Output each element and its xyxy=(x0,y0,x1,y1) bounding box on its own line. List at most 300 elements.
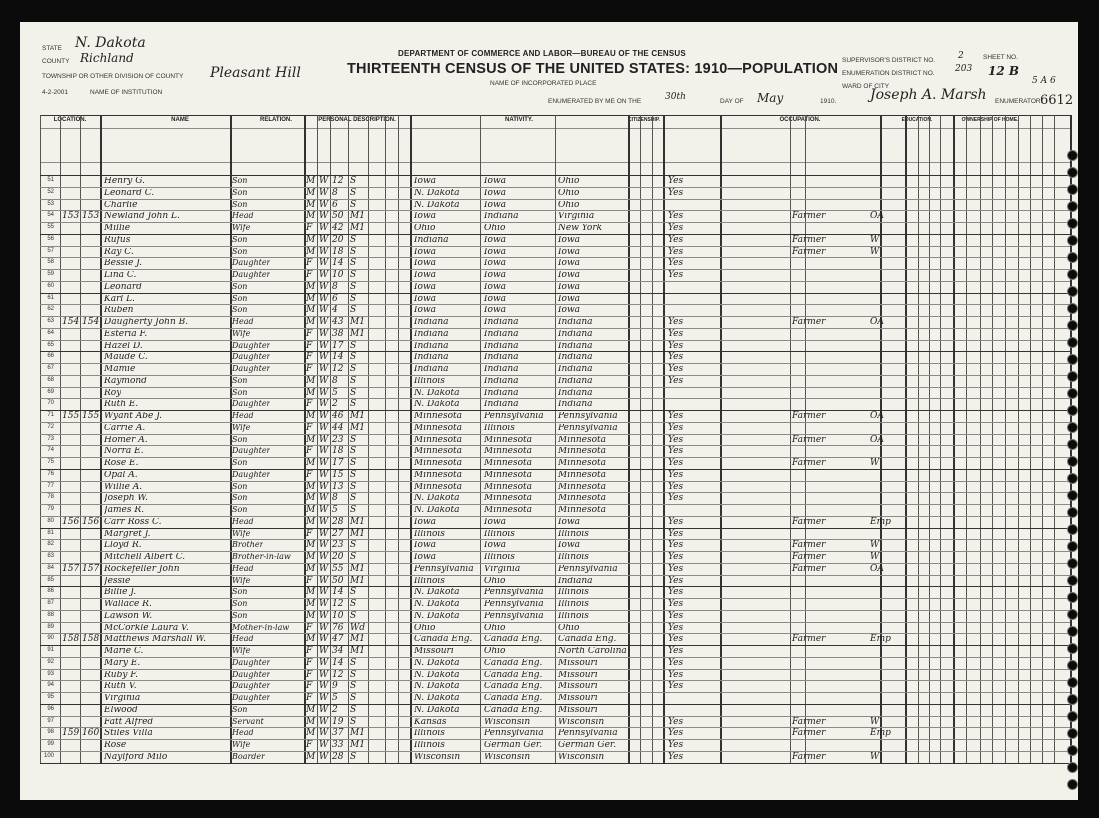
cell-sex: M xyxy=(306,552,316,562)
cell-name: Lloyd R. xyxy=(104,541,142,551)
cell-mother-born: Iowa xyxy=(558,282,581,292)
cell-marital: S xyxy=(350,751,357,762)
cell-mother-born: Wisconsin xyxy=(558,717,605,727)
grid-column-line xyxy=(317,115,318,763)
group-nativity: NATIVITY. xyxy=(505,117,533,123)
cell-age: 14 xyxy=(332,587,344,598)
department-heading: DEPARTMENT OF COMMERCE AND LABOR—BUREAU OF THE CENSUS xyxy=(398,49,686,58)
cell-english: Yes xyxy=(668,751,684,762)
cell-sex: F xyxy=(306,693,313,703)
cell-name: Opal A. xyxy=(104,470,138,480)
cell-mother-born: Virginia xyxy=(558,212,595,222)
cell-marital: S xyxy=(350,305,357,316)
cell-race: W xyxy=(319,587,329,598)
township-value: Pleasant Hill xyxy=(210,65,301,81)
grid-row-line xyxy=(40,210,1070,211)
grid-row-line xyxy=(40,445,1070,446)
group-name: NAME xyxy=(171,117,189,123)
grid-row-line xyxy=(40,316,1070,317)
state-value: N. Dakota xyxy=(75,35,146,51)
cell-father-born: Iowa xyxy=(484,271,507,280)
grid-row-line xyxy=(40,622,1070,623)
cell-name: Naylford Milo xyxy=(104,752,168,762)
cell-born: N. Dakota xyxy=(414,611,460,621)
grid-column-line xyxy=(1005,115,1006,763)
cell-race: W xyxy=(319,540,329,551)
cell-relation: Daughter xyxy=(232,365,271,373)
cell-mother-born: Ohio xyxy=(558,188,580,198)
cell-dwelling: 156 xyxy=(62,516,80,527)
cell-marital: S xyxy=(350,704,357,715)
cell-race: W xyxy=(319,317,329,327)
cell-line: 59 xyxy=(47,271,54,277)
cell-race: W xyxy=(319,211,329,222)
grid-row-line xyxy=(40,410,1070,411)
grid-row-line xyxy=(40,246,1070,247)
cell-sex: M xyxy=(306,751,316,762)
cell-name: Raymond xyxy=(104,376,147,386)
cell-english: Yes xyxy=(668,223,684,233)
grid-column-line xyxy=(992,115,993,763)
cell-mother-born: Illinois xyxy=(558,611,589,621)
group-citizenship: CITIZENSHIP. xyxy=(628,117,660,123)
cell-marital: S xyxy=(350,176,357,186)
cell-line: 61 xyxy=(47,294,54,301)
cell-born: Minnesota xyxy=(414,435,463,445)
cell-employer: W xyxy=(870,246,880,257)
page-title: THIRTEENTH CENSUS OF THE UNITED STATES: 1910—POPULATION xyxy=(347,61,839,77)
cell-marital: M1 xyxy=(350,317,365,327)
cell-born: Minnesota xyxy=(414,412,463,421)
grid-row-line xyxy=(40,187,1070,188)
cell-occupation: Farmer xyxy=(792,540,826,551)
grid-row-line xyxy=(40,598,1070,599)
cell-name: Wallace R. xyxy=(104,600,152,609)
grid-column-line xyxy=(100,115,102,763)
binder-hole xyxy=(1067,269,1078,280)
cell-sex: F xyxy=(306,352,313,363)
cell-father-born: Pennsylvania xyxy=(484,729,544,739)
cell-born: N. Dakota xyxy=(414,188,460,198)
cell-marital: S xyxy=(350,669,357,680)
binder-hole xyxy=(1067,728,1078,739)
cell-english: Yes xyxy=(668,364,684,374)
cell-name: Rose xyxy=(104,741,127,750)
cell-race: W xyxy=(319,387,329,398)
cell-born: Iowa xyxy=(414,247,437,257)
cell-father-born: Pennsylvania xyxy=(484,588,544,598)
cell-employer: OA xyxy=(870,434,884,445)
cell-occupation: Farmer xyxy=(792,552,826,562)
cell-age: 20 xyxy=(332,234,344,245)
cell-age: 4 xyxy=(332,305,338,316)
cell-mother-born: Iowa xyxy=(558,271,581,280)
cell-age: 8 xyxy=(332,187,338,198)
cell-english: Yes xyxy=(668,681,684,692)
cell-race: W xyxy=(319,575,329,586)
cell-family: 157 xyxy=(82,563,100,574)
cell-father-born: Illinois xyxy=(484,529,515,539)
cell-born: N. Dakota xyxy=(414,600,460,609)
cell-relation: Brother-in-law xyxy=(232,553,291,561)
cell-sex: M xyxy=(306,211,316,222)
cell-relation: Son xyxy=(232,705,248,714)
cell-mother-born: Wisconsin xyxy=(558,752,605,762)
cell-sex: F xyxy=(306,657,313,668)
grid-row-line xyxy=(40,669,1070,670)
group-occupation: OCCUPATION. xyxy=(779,117,821,123)
cell-age: 23 xyxy=(332,540,344,551)
binder-hole xyxy=(1067,422,1078,433)
cell-age: 12 xyxy=(332,364,344,374)
cell-line: 76 xyxy=(47,470,54,477)
cell-relation: Son xyxy=(232,306,248,315)
cell-marital: S xyxy=(350,281,357,292)
cell-marital: S xyxy=(350,364,357,374)
grid-row-line xyxy=(40,375,1070,376)
grid-column-line xyxy=(410,115,412,763)
cell-english: Yes xyxy=(668,634,684,645)
cell-race: W xyxy=(319,187,329,198)
cell-relation: Head xyxy=(232,412,254,420)
cell-mother-born: Illinois xyxy=(558,588,589,598)
cell-sex: F xyxy=(306,223,313,233)
cell-age: 8 xyxy=(332,281,338,292)
cell-race: W xyxy=(319,340,329,351)
grid-column-line xyxy=(720,115,722,763)
cell-father-born: Canada Eng. xyxy=(484,658,543,668)
cell-born: Illinois xyxy=(414,376,445,386)
cell-mother-born: Indiana xyxy=(558,353,593,363)
grid-column-line xyxy=(980,115,981,763)
cell-relation: Daughter xyxy=(232,353,271,362)
grid-row-line xyxy=(40,680,1070,681)
cell-sex: F xyxy=(306,740,313,750)
cell-race: W xyxy=(319,552,329,562)
cell-employer: OA xyxy=(870,317,884,327)
cell-line: 92 xyxy=(47,658,54,665)
binder-hole xyxy=(1067,388,1078,399)
cell-mother-born: Minnesota xyxy=(558,435,607,445)
sheet-label: SHEET NO. xyxy=(983,54,1018,61)
cell-mother-born: Iowa xyxy=(558,517,581,527)
cell-relation: Wife xyxy=(232,224,251,232)
cell-born: Iowa xyxy=(414,177,437,186)
cell-relation: Son xyxy=(232,611,248,620)
cell-sex: M xyxy=(306,458,316,468)
cell-mother-born: Illinois xyxy=(558,600,589,609)
grid-row-line xyxy=(40,281,1070,282)
cell-mother-born: Minnesota xyxy=(558,506,607,515)
cell-marital: S xyxy=(350,599,357,609)
cell-occupation: Farmer xyxy=(792,516,826,527)
cell-marital: M1 xyxy=(350,575,365,586)
cell-born: Indiana xyxy=(414,353,449,363)
binder-hole xyxy=(1067,456,1078,467)
cell-mother-born: Indiana xyxy=(558,388,593,398)
cell-sex: F xyxy=(306,669,313,680)
cell-born: N. Dakota xyxy=(414,400,460,410)
cell-relation: Wife xyxy=(232,423,251,432)
cell-occupation: Farmer xyxy=(792,246,826,257)
cell-english: Yes xyxy=(668,375,684,386)
grid-column-line xyxy=(330,115,331,763)
cell-english: Yes xyxy=(668,328,684,339)
cell-marital: M1 xyxy=(350,563,365,574)
cell-english: Yes xyxy=(668,563,684,574)
binder-hole xyxy=(1067,660,1078,671)
grid-row-line xyxy=(40,269,1070,270)
cell-born: Indiana xyxy=(414,235,449,245)
cell-father-born: Virginia xyxy=(484,564,521,574)
cell-marital: M1 xyxy=(350,740,365,750)
cell-father-born: Iowa xyxy=(484,306,507,316)
grid-row-line xyxy=(40,340,1070,341)
cell-employer: Emp xyxy=(870,516,891,527)
supervisor-value: 2 xyxy=(958,51,964,61)
cell-sex: F xyxy=(306,328,313,339)
grid-row-line xyxy=(40,304,1070,305)
grid-row-line xyxy=(40,704,1070,705)
cell-age: 14 xyxy=(332,352,344,363)
cell-age: 43 xyxy=(332,317,344,327)
cell-marital: M1 xyxy=(350,728,365,739)
cell-born: N. Dakota xyxy=(414,670,460,680)
cell-race: W xyxy=(319,716,329,727)
cell-age: 38 xyxy=(332,328,344,339)
cell-employer: OA xyxy=(870,211,884,222)
cell-sex: M xyxy=(306,234,316,245)
cell-mother-born: Indiana xyxy=(558,329,593,339)
cell-family: 156 xyxy=(82,516,100,527)
cell-english: Yes xyxy=(668,552,684,562)
cell-employer: OA xyxy=(870,411,884,421)
cell-age: 44 xyxy=(332,422,344,433)
grid-row-line xyxy=(40,257,1070,258)
cell-sex: F xyxy=(306,340,313,351)
binder-hole xyxy=(1067,507,1078,518)
cell-born: Pennsylvania xyxy=(414,564,474,574)
cell-english: Yes xyxy=(668,493,684,504)
cell-english: Yes xyxy=(668,458,684,468)
cell-sex: M xyxy=(306,387,316,398)
binder-hole xyxy=(1067,592,1078,603)
binder-hole xyxy=(1067,524,1078,535)
cell-name: Fatt Alfred xyxy=(104,717,154,727)
cell-line: 51 xyxy=(47,177,54,183)
cell-born: Iowa xyxy=(414,541,437,551)
cell-sex: M xyxy=(306,493,316,504)
cell-name: Billie J. xyxy=(104,588,137,598)
cell-sex: M xyxy=(306,199,316,210)
binder-hole xyxy=(1067,439,1078,450)
grid-row-line xyxy=(40,633,1070,634)
binder-hole xyxy=(1067,337,1078,348)
cell-name: Karl L. xyxy=(104,294,135,304)
binder-hole xyxy=(1067,745,1078,756)
cell-father-born: Indiana xyxy=(484,400,519,410)
cell-dwelling: 154 xyxy=(62,317,80,327)
cell-sex: F xyxy=(306,258,313,269)
cell-mother-born: Missouri xyxy=(558,705,598,715)
binder-hole xyxy=(1067,252,1078,263)
cell-marital: S xyxy=(350,587,357,598)
cell-race: W xyxy=(319,704,329,715)
cell-line: 85 xyxy=(47,576,54,583)
binder-hole xyxy=(1067,320,1078,331)
grid-column-line xyxy=(385,115,386,763)
cell-mother-born: Ohio xyxy=(558,177,580,186)
cell-father-born: Indiana xyxy=(484,365,519,374)
cell-dwelling: 153 xyxy=(62,211,80,222)
binder-hole xyxy=(1067,677,1078,688)
binder-hole xyxy=(1067,354,1078,365)
cell-mother-born: Ohio xyxy=(558,200,580,210)
cell-born: Indiana xyxy=(414,365,449,374)
cell-race: W xyxy=(319,281,329,292)
cell-marital: S xyxy=(350,270,357,280)
grid-row-line xyxy=(40,457,1070,458)
binder-hole xyxy=(1067,762,1078,773)
grid-row-line xyxy=(40,293,1070,294)
cell-mother-born: Minnesota xyxy=(558,482,607,492)
cell-english: Yes xyxy=(668,352,684,363)
cell-line: 57 xyxy=(47,247,54,254)
cell-father-born: Canada Eng. xyxy=(484,670,543,680)
cell-age: 27 xyxy=(332,528,344,539)
cell-sex: M xyxy=(306,540,316,551)
cell-english: Yes xyxy=(668,610,684,621)
cell-race: W xyxy=(319,176,329,186)
cell-race: W xyxy=(319,657,329,668)
cell-relation: Son xyxy=(232,482,248,491)
cell-age: 34 xyxy=(332,646,344,656)
cell-employer: OA xyxy=(870,563,884,574)
cell-mother-born: Pennsylvania xyxy=(558,423,618,433)
group-relation: RELATION. xyxy=(260,117,292,123)
cell-mother-born: Iowa xyxy=(558,235,581,245)
cell-family: 158 xyxy=(82,634,100,645)
cell-line: 69 xyxy=(47,388,54,395)
cell-dwelling: 159 xyxy=(62,728,80,739)
cell-line: 73 xyxy=(47,435,54,442)
cell-name: Charlie xyxy=(104,200,138,210)
cell-occupation: Farmer xyxy=(792,716,826,727)
cell-born: Iowa xyxy=(414,553,437,562)
cell-sex: M xyxy=(306,293,316,304)
cell-line: 93 xyxy=(47,670,54,677)
cell-relation: Son xyxy=(232,282,248,291)
cell-relation: Head xyxy=(232,729,254,738)
cell-sex: M xyxy=(306,317,316,327)
group-location: LOCATION. xyxy=(53,117,87,123)
county-label: COUNTY xyxy=(42,58,70,65)
cell-age: 14 xyxy=(332,657,344,668)
cell-age: 9 xyxy=(332,681,338,692)
cell-line: 62 xyxy=(47,306,54,313)
cell-line: 75 xyxy=(47,459,54,465)
cell-line: 70 xyxy=(47,400,54,407)
cell-mother-born: Iowa xyxy=(558,247,581,257)
binder-hole xyxy=(1067,779,1078,790)
cell-mother-born: Pennsylvania xyxy=(558,412,618,421)
grid-column-line xyxy=(1018,115,1019,763)
cell-relation: Son xyxy=(232,600,248,608)
grid-column-line xyxy=(480,115,481,763)
cell-age: 13 xyxy=(332,481,344,492)
grid-column-line xyxy=(1042,115,1043,763)
grid-row-line xyxy=(40,610,1070,611)
cell-sex: M xyxy=(306,505,316,515)
cell-employer: W xyxy=(870,458,880,468)
cell-father-born: Indiana xyxy=(484,353,519,363)
cell-sex: F xyxy=(306,575,313,586)
cell-mother-born: Missouri xyxy=(558,658,598,668)
cell-relation: Wife xyxy=(232,741,251,749)
grid-row-line xyxy=(40,434,1070,435)
binder-hole xyxy=(1067,167,1078,178)
census-sheet xyxy=(20,22,1078,800)
cell-race: W xyxy=(319,234,329,245)
cell-father-born: Indiana xyxy=(484,329,519,339)
cell-line: 97 xyxy=(47,717,54,724)
cell-marital: S xyxy=(350,399,357,410)
cell-age: 37 xyxy=(332,728,344,739)
cell-sex: M xyxy=(306,176,316,186)
cell-father-born: Canada Eng. xyxy=(484,694,543,703)
grid-row-line xyxy=(40,351,1070,352)
cell-mother-born: Canada Eng. xyxy=(558,635,617,645)
cell-line: 54 xyxy=(47,212,54,219)
cell-relation: Head xyxy=(232,212,254,221)
cell-father-born: Iowa xyxy=(484,235,507,245)
cell-age: 28 xyxy=(332,751,344,762)
cell-age: 12 xyxy=(332,669,344,680)
cell-mother-born: Pennsylvania xyxy=(558,729,618,739)
county-value: Richland xyxy=(80,51,134,65)
grid-row-line xyxy=(40,539,1070,540)
cell-race: W xyxy=(319,411,329,421)
cell-employer: W xyxy=(870,234,880,245)
grid-row-line xyxy=(40,175,1070,176)
cell-name: Willie A. xyxy=(104,482,143,492)
form-id: 4-2-2001 xyxy=(42,89,69,96)
cell-marital: S xyxy=(350,258,357,269)
cell-age: 23 xyxy=(332,434,344,445)
cell-mother-born: German Ger. xyxy=(558,741,617,750)
grid-row-line xyxy=(40,516,1070,517)
cell-english: Yes xyxy=(668,740,684,750)
group-personal: PERSONAL DESCRIPTION. xyxy=(318,117,396,123)
cell-english: Yes xyxy=(668,728,684,739)
cell-english: Yes xyxy=(668,340,684,351)
grid-row-line xyxy=(40,422,1070,423)
cell-sex: M xyxy=(306,716,316,727)
cell-race: W xyxy=(319,669,329,680)
cell-age: 14 xyxy=(332,258,344,269)
cell-employer: Emp xyxy=(870,634,891,645)
cell-line: 55 xyxy=(47,224,54,230)
cell-race: W xyxy=(319,516,329,527)
cell-relation: Head xyxy=(232,635,254,644)
grid-row-line xyxy=(40,551,1070,552)
cell-age: 76 xyxy=(332,622,344,633)
cell-occupation: Farmer xyxy=(792,317,826,327)
cell-born: Iowa xyxy=(414,212,437,222)
cell-line: 77 xyxy=(47,482,54,489)
cell-name: Maude C. xyxy=(104,353,148,363)
cell-name: Mamie xyxy=(104,365,136,374)
